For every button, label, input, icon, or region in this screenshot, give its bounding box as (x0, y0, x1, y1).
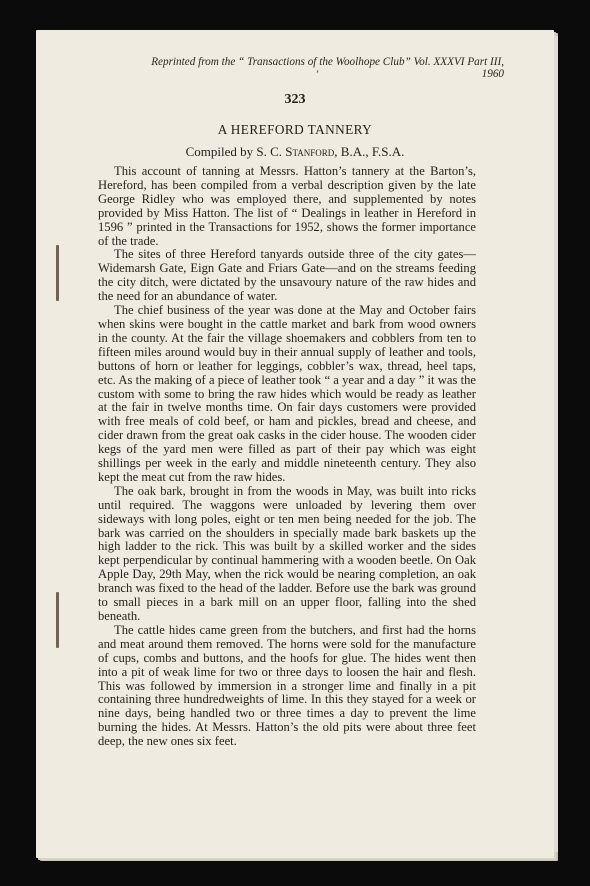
reprint-line: Reprinted from the “ Transactions of the Woolhope Club” Vol. XXXVI Part III, (151, 56, 504, 68)
staple-top (56, 245, 59, 301)
paragraph-3: The chief business of the year was done at the May and October fairs when skins were bought in the cattle market and bark from wood owners in the county. At the fair the village shoemakers and cobblers from ten to fifteen miles around would buy in their annual supply of leather and tools, buttons of horn or leather for leggings, cobbler’s wax, thread, heel taps, etc. As the making of a piece of leather took “ a year and a day ” it was the custom with some to bring the raw hides which would be ready as leather at the fair in twelve months time. On fair days customers were provided with free meals of cold beef, or ham and pickles, bread and cheese, and cider drawn from the great oak casks in the cider house. The wooden cider kegs of the yard men were filled as part of their pay which was eight shillings per week in the early and middle nineteenth century. They also kept the meat cut from the raw hides. (98, 303, 476, 484)
paragraph-1: This account of tanning at Messrs. Hatton’s tannery at the Barton’s, Hereford, has been compiled from a verbal description given by the late George Ridley who was employed there, and supplemented by notes provided by Miss Hatton. The list of “ Dealings in leather in Hereford in 1596 ” printed in the Transactions for 1952, shows the former importance of the trade. (98, 164, 476, 248)
author-initials: S. C. (256, 144, 286, 159)
paragraph-2: The sites of three Hereford tanyards outside three of the city gates—Widemarsh Gate, Eign Gate and Friars Gate—and on the streams feeding the city ditch, were dictated by the unsavoury nature of the raw hides and the need for an abundance of water. (98, 247, 476, 304)
page-edge (554, 36, 558, 852)
paragraph-5: The cattle hides came green from the butchers, and first had the horns and meat around them removed. The horns were sold for the manufacture of cups, combs and buttons, and the hoofs for glue. The hides went then into a pit of weak lime for two or three days to loosen the hair and flesh. This was followed by immersion in a stronger lime and finally in a pit containing three hundredweights of lime. In this they stayed for a week or nine days, being handled two or three times a day to prevent the lime burning the hides. At Messrs. Hatton’s the old pits were about three feet deep, the new ones six feet. (98, 622, 476, 749)
author-surname: Stanford (285, 144, 335, 159)
compiled-prefix: Compiled by (185, 144, 257, 159)
article-title: A HEREFORD TANNERY (217, 122, 373, 137)
paragraph-4: The oak bark, brought in from the woods in May, was built into ricks until required. The waggons were unloaded by levering them over sideways with long poles, eight or ten men being needed for the job. The bark was carried on the shoulders in specially made bark baskets up the high ladder to the rick. This was built by a skilled worker and the sides kept perpendicular by continual hammering with a wooden beetle. On Oak Apple Day, 29th May, when the rick would be nearing completion, an oak branch was fixed to the head of the ladder. Before use the bark was ground to small pieces in a bark mill on an upper floor, falling into the shed beneath. (98, 483, 476, 623)
compiled-by-line (36, 144, 554, 160)
reprint-notice (94, 56, 504, 80)
author-suffix: , B.A., F.S.A. (334, 144, 405, 159)
staple-bottom (56, 592, 59, 648)
reprint-tick-mark: ’ (316, 69, 319, 79)
article-body (98, 165, 476, 749)
page-number: 323 (284, 92, 306, 107)
document-page (36, 30, 554, 858)
reprint-year: 1960 (481, 68, 504, 80)
